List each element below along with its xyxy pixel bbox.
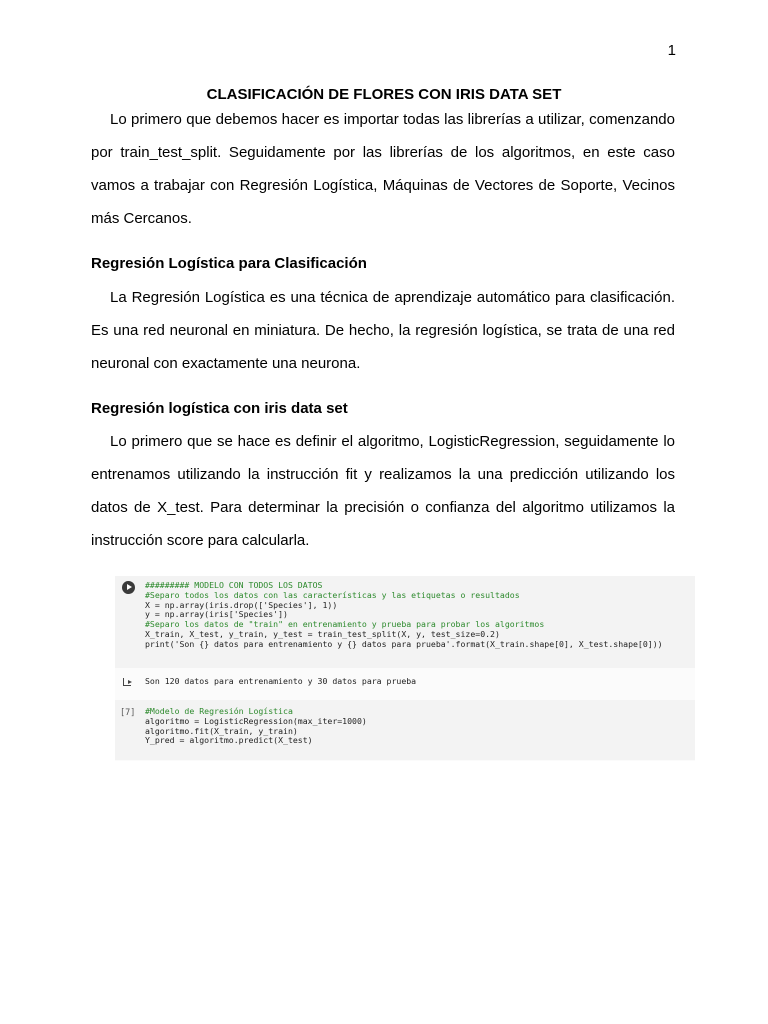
code-line: ######### MODELO CON TODOS LOS DATOS — [145, 580, 323, 590]
notebook-screenshot — [115, 576, 695, 761]
code-line: Y_pred = algoritmo.predict(X_test) — [145, 735, 313, 746]
cell-1-output: Son 120 datos para entrenamiento y 30 datos para prueba — [145, 676, 417, 686]
section-heading-iris-logistic: Regresión logística con iris data set — [91, 400, 348, 417]
code-cell-2-source[interactable] — [145, 707, 367, 746]
output-arrow-icon — [123, 678, 131, 686]
run-cell-icon[interactable] — [122, 581, 135, 594]
code-line: algoritmo = LogisticRegression(max_iter=1000) — [145, 715, 367, 726]
code-cell-1-source[interactable] — [145, 581, 663, 650]
document-title: CLASIFICACIÓN DE FLORES CON IRIS DATA SET — [206, 86, 562, 103]
code-line: #Modelo de Regresión Logística — [145, 706, 293, 716]
code-line: #Separo los datos de "train" en entrenamiento y prueba para probar los algoritmos — [145, 619, 545, 630]
code-line: X = np.array(iris.drop(['Species'], 1)) — [145, 599, 338, 610]
code-line: #Separo todos los datos con las características y las etiquetas o resultados — [145, 589, 520, 600]
code-line: y = np.array(iris['Species']) — [145, 609, 288, 620]
intro-paragraph: Lo primero que debemos hacer es importar todas las librerías a utilizar, comenzando por train_test_split. Seguidamente por las librerías de los algoritmos, en este caso vamos a trabajar con Regresión Logística, Máquinas de Vectores de Soporte, Vecinos más Cercanos. — [91, 111, 675, 227]
code-line: print('Son {} datos para entrenamiento y {} datos para prueba'.format(X_train.shape[0], X_test.shape[0])) — [145, 638, 663, 649]
section-heading-logistic-regression: Regresión Logística para Clasificación — [91, 255, 367, 272]
code-cell-1[interactable] — [115, 576, 695, 668]
logistic-regression-paragraph: La Regresión Logística es una técnica de aprendizaje automático para clasificación. Es una red neuronal en miniatura. De hecho, la regresión logística, se trata de una red neuronal con exactamente una neurona. — [91, 289, 675, 372]
code-line: algoritmo.fit(X_train, y_train) — [145, 725, 298, 736]
execution-count: [7] — [120, 708, 136, 718]
code-line: X_train, X_test, y_train, y_test = train_test_split(X, y, test_size=0.2) — [145, 628, 500, 639]
code-cell-2[interactable] — [115, 700, 695, 760]
iris-logistic-paragraph: Lo primero que se hace es definir el algoritmo, LogisticRegression, seguidamente lo entrenamos utilizando la instrucción fit y realizamos la una predicción utilizando los datos de X_test. Para determinar la precisión o confianza del algoritmo utilizamos la instrucción score para calcularla. — [91, 433, 675, 549]
page-number: 1 — [667, 42, 676, 59]
